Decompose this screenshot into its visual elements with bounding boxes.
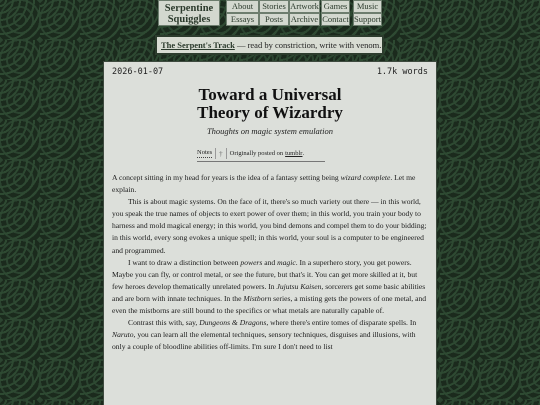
section-banner	[155, 35, 384, 55]
nav-music[interactable]: Music	[353, 0, 382, 13]
info-bar-underline	[197, 161, 325, 162]
nav-artwork[interactable]: Artwork	[290, 1, 319, 11]
nav-posts[interactable]: Posts	[259, 13, 289, 26]
site-title-line2: Squiggles	[167, 14, 211, 25]
post-date: 2026-01-07	[112, 67, 164, 77]
nav-archive[interactable]: Archive	[290, 14, 319, 24]
page-title	[104, 86, 436, 122]
p3-b: and	[264, 257, 276, 267]
word-count: 1.7k words	[376, 67, 428, 77]
title-line2: Theory of Wizardry	[197, 103, 343, 122]
post-body	[112, 172, 430, 353]
paragraph-4	[112, 317, 430, 353]
originally-posted-label: Originally posted on	[229, 150, 284, 157]
period: .	[302, 150, 305, 157]
divider	[226, 148, 227, 159]
paragraph-1	[112, 172, 430, 196]
p4-em1: Dungeons & Dragons	[199, 318, 267, 328]
nav-contact[interactable]: Contact	[322, 14, 349, 24]
nav-essays[interactable]: Essays	[226, 13, 259, 26]
post-page	[103, 61, 437, 405]
tumblr-link[interactable]: tumblr	[285, 150, 303, 157]
p1-emphasis: wizard complete	[340, 173, 391, 182]
page-subtitle: Thoughts on magic system emulation	[206, 126, 334, 136]
paragraph-3	[112, 257, 430, 317]
paragraph-2: This is about magic systems. On the face of it, there's so much variety out there — in this world, you speak the true names of objects to exert power of over them; in this world, you train your body to harness and mold magical energy; in this world, you bind demons and compel them to do your bidding; in this world, every song evokes a unique spell; in this world, your soul is a computer to be engineered and programmed.	[112, 197, 427, 255]
nav-stories[interactable]: Stories	[259, 0, 289, 13]
notes-link[interactable]: Notes	[197, 149, 213, 156]
p3-a: I want to draw a distinction between	[128, 257, 239, 267]
site-title-line1: Serpentine	[164, 3, 214, 14]
post-info-bar	[197, 147, 304, 160]
p4-em2: Naruto	[112, 330, 134, 340]
p3-e: series, a misting gets the powers of one metal, and even the mistborns are still bound to the specifics or what metals are naturally capable of.	[112, 293, 427, 316]
banner-link[interactable]: The Serpent's Track	[161, 40, 235, 50]
p1-text: A concept sitting in my head for years is the idea of a fantasy setting being	[112, 173, 339, 182]
p1-end: . Let me explain.	[112, 173, 416, 195]
p4-b: , where there's entire tomes of disparate spells. In	[266, 318, 417, 328]
nav-games[interactable]: Games	[321, 0, 350, 13]
p4-c: , you can learn all the elemental techniques, sensory techniques, disguises and illusions, with only a couple of bloodline abilities off-limits. I'm sure I don't need to list	[112, 330, 416, 352]
p3-c: . In a superhero story, you get powers. Maybe you can fly, or control metal, or see the future, but that's it. You can get more skilled at it, but few heroes develop thematically unrelated powers. In	[112, 257, 418, 291]
divider	[215, 148, 216, 159]
p3-em1: powers	[240, 257, 263, 267]
p3-em2: magic	[277, 257, 296, 267]
nav-support[interactable]: Support	[354, 14, 381, 24]
banner-tagline: — read by constriction, write with venom.	[234, 40, 382, 50]
dagger-icon: †	[219, 149, 223, 158]
site-title[interactable]	[158, 0, 220, 26]
nav-about[interactable]: About	[226, 0, 259, 13]
title-line1: Toward a Universal	[198, 85, 342, 104]
p3-em3: Jujutsu Kaisen	[276, 281, 322, 291]
p4-a: Contrast this with, say,	[128, 318, 198, 328]
p3-d: , sorcerers get some basic abilities and are born with innate techniques. In the	[112, 281, 426, 303]
p3-em4: Mistborn	[243, 293, 272, 303]
